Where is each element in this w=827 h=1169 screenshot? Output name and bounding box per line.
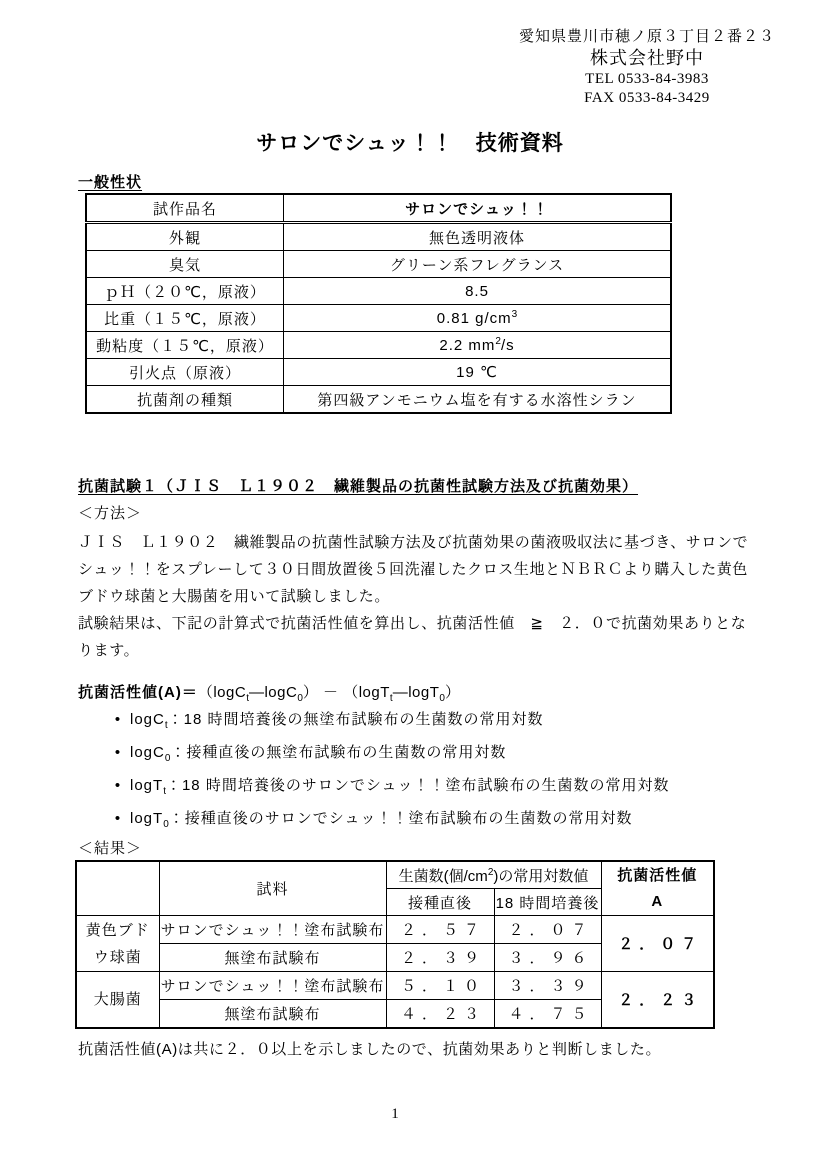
spec-value-text: グリーン系フレグランス	[389, 256, 565, 274]
table-row	[86, 251, 671, 278]
result-label: ＜結果＞	[78, 840, 143, 857]
activity-formula	[78, 681, 460, 704]
activity-header-line1: 抗菌活性値	[617, 866, 698, 884]
table-row	[86, 278, 671, 305]
formula-sub: t	[246, 693, 249, 704]
count-t18: ４．７５	[494, 1000, 601, 1029]
section-heading-test1: 抗菌試験１（ＪＩＳ Ｌ１９０２ 繊維製品の抗菌性試験方法及び抗菌効果）	[78, 478, 639, 495]
column-header-sample: 試料	[159, 861, 386, 916]
table-row	[86, 223, 671, 251]
bullet-icon: •	[114, 744, 121, 761]
column-header-activity	[601, 861, 714, 916]
bullet-text: ：接種直後のサロンでシュッ！！塗布試験布の生菌数の常用対数	[168, 810, 633, 827]
method-label: ＜方法＞	[78, 505, 143, 522]
spec-value-text: 第四級アンモニウム塩を有する水溶性シラン	[317, 391, 637, 409]
bacteria-name	[76, 972, 159, 1029]
formula-part: ―logC	[248, 684, 298, 701]
bullet-text: ：18 時間培養後の無塗布試験布の生菌数の常用対数	[167, 711, 544, 728]
method-line: ブドウ球菌と大腸菌を用いて試験しました。	[78, 588, 391, 605]
bullet-term-sub: 0	[164, 753, 171, 764]
table-row	[86, 359, 671, 386]
bullet-term-sub: t	[164, 720, 168, 731]
page-title: サロンでシュッ！！ 技術資料	[256, 132, 564, 155]
count-t0: ４．２３	[386, 1000, 494, 1029]
bacteria-name-line1: 黄色ブド	[85, 921, 150, 939]
counts-header-text: 生菌数(個/cm	[398, 867, 488, 885]
table-row	[86, 332, 671, 359]
spec-value	[284, 386, 672, 414]
formula-sub: t	[389, 693, 393, 704]
activity-header-line2: A	[651, 892, 664, 910]
counts-header-post: )の常用対数値	[493, 867, 589, 885]
company-name: 株式会社野中	[589, 48, 704, 68]
spec-value-text: 19 ℃	[456, 364, 498, 381]
method-line: 試験結果は、下記の計算式で抗菌活性値を算出し、抗菌活性値 ≧ ２．０で抗菌効果ありとな	[78, 615, 747, 632]
conclusion-text: 抗菌活性値(A)は共に２．０以上を示しましたので、抗菌効果ありと判断しました。	[78, 1041, 662, 1058]
list-item	[78, 739, 670, 772]
table-row	[86, 305, 671, 332]
spec-label: 引火点（原液）	[86, 359, 284, 386]
spec-value	[284, 223, 672, 251]
counts-header-sup: 2	[487, 866, 494, 878]
company-address: 愛知県豊川市穂ノ原３丁目２番２３	[518, 29, 775, 45]
count-t0: ５．１０	[386, 972, 494, 1000]
spec-value	[284, 194, 672, 223]
company-address-block	[519, 28, 775, 108]
bacteria-name-line1: 大腸菌	[93, 991, 142, 1008]
list-item	[78, 706, 670, 739]
method-line: ＪＩＳ Ｌ１９０２ 繊維製品の抗菌性試験方法及び抗菌効果の菌液吸収法に基づき、サロンで	[78, 534, 749, 551]
column-header-t0: 接種直後	[386, 889, 494, 916]
spec-label: 試作品名	[86, 194, 284, 223]
bullet-text: ：18 時間培養後のサロンでシュッ！！塗布試験布の生菌数の常用対数	[165, 777, 670, 794]
table-row	[86, 386, 671, 414]
bullet-icon: •	[114, 711, 121, 728]
sample-name: 無塗布試験布	[159, 1000, 386, 1029]
spec-label: ｐＨ（２０℃，原液）	[86, 278, 284, 305]
list-item	[78, 772, 670, 805]
bullet-term: logC	[130, 744, 165, 761]
table-row	[86, 194, 671, 223]
bullet-term-sub: t	[163, 786, 166, 797]
bacteria-name-line2: ウ球菌	[93, 948, 142, 966]
spec-value	[284, 251, 672, 278]
count-t0: ２．３９	[386, 944, 494, 972]
count-t0: ２．５７	[386, 916, 494, 944]
spec-label: 臭気	[86, 251, 284, 278]
formula-sub: 0	[439, 693, 445, 704]
bullet-icon: •	[114, 777, 121, 794]
bullet-term: logT	[130, 777, 164, 794]
general-properties-table	[85, 193, 672, 414]
bacteria-name	[76, 916, 159, 972]
spec-value-text: 2.2 mm	[439, 337, 496, 354]
count-t18: ３．９６	[494, 944, 601, 972]
bullet-term: logT	[130, 810, 164, 827]
sample-name: サロンでシュッ！！塗布試験布	[159, 972, 386, 1000]
bullet-text: ：接種直後の無塗布試験布の生菌数の常用対数	[170, 744, 507, 761]
table-row	[76, 972, 714, 1000]
spec-label: 比重（１５℃，原液）	[86, 305, 284, 332]
spec-label: 動粘度（１５℃，原液）	[86, 332, 284, 359]
formula-definitions	[78, 706, 670, 838]
activity-value: ２．０７	[601, 916, 714, 972]
formula-part: （logC	[197, 684, 247, 701]
sample-name: 無塗布試験布	[159, 944, 386, 972]
formula-sub: 0	[297, 693, 303, 704]
company-fax: FAX 0533-84-3429	[584, 90, 710, 106]
activity-value: ２．２３	[601, 972, 714, 1029]
count-t18: ２．０７	[494, 916, 601, 944]
spec-label: 抗菌剤の種類	[86, 386, 284, 414]
table-row	[76, 916, 714, 944]
sample-name: サロンでシュッ！！塗布試験布	[159, 916, 386, 944]
corner-cell	[76, 861, 159, 916]
formula-part: ） － （logT	[302, 684, 390, 701]
list-item	[78, 805, 670, 838]
spec-value-text: 無色透明液体	[428, 229, 525, 247]
table-header-row	[76, 861, 714, 889]
page-number: 1	[391, 1106, 399, 1122]
spec-label: 外観	[86, 223, 284, 251]
column-header-t18: 18 時間培養後	[494, 889, 601, 916]
bullet-term: logC	[130, 711, 165, 728]
spec-value-sup: 2	[495, 336, 501, 347]
method-paragraph	[78, 529, 778, 664]
formula-part: ）	[444, 684, 461, 701]
formula-part: ―logT	[392, 684, 440, 701]
spec-value-text: サロンでシュッ！！	[405, 200, 549, 218]
section-heading-general: 一般性状	[78, 174, 143, 191]
spec-value	[284, 278, 672, 305]
company-tel: TEL 0533-84-3983	[585, 71, 709, 87]
results-table	[75, 860, 715, 1029]
bullet-icon: •	[114, 810, 121, 827]
spec-value-sup: 3	[511, 309, 518, 320]
spec-value-post: /s	[500, 337, 515, 354]
spec-value-text: 0.81 g/cm	[436, 310, 512, 327]
spec-value	[284, 359, 672, 386]
spec-value	[284, 305, 672, 332]
method-line: シュッ！！をスプレーして３０日間放置後５回洗濯したクロス生地とＮＢＲＣより購入した黄色	[78, 561, 748, 578]
column-header-counts	[386, 861, 601, 889]
bullet-term-sub: 0	[163, 819, 169, 830]
formula-lhs: 抗菌活性値(A)＝	[78, 684, 198, 701]
count-t18: ３．３９	[494, 972, 601, 1000]
method-line: ります。	[78, 642, 140, 659]
spec-value	[284, 332, 672, 359]
spec-value-text: 8.5	[465, 283, 489, 300]
